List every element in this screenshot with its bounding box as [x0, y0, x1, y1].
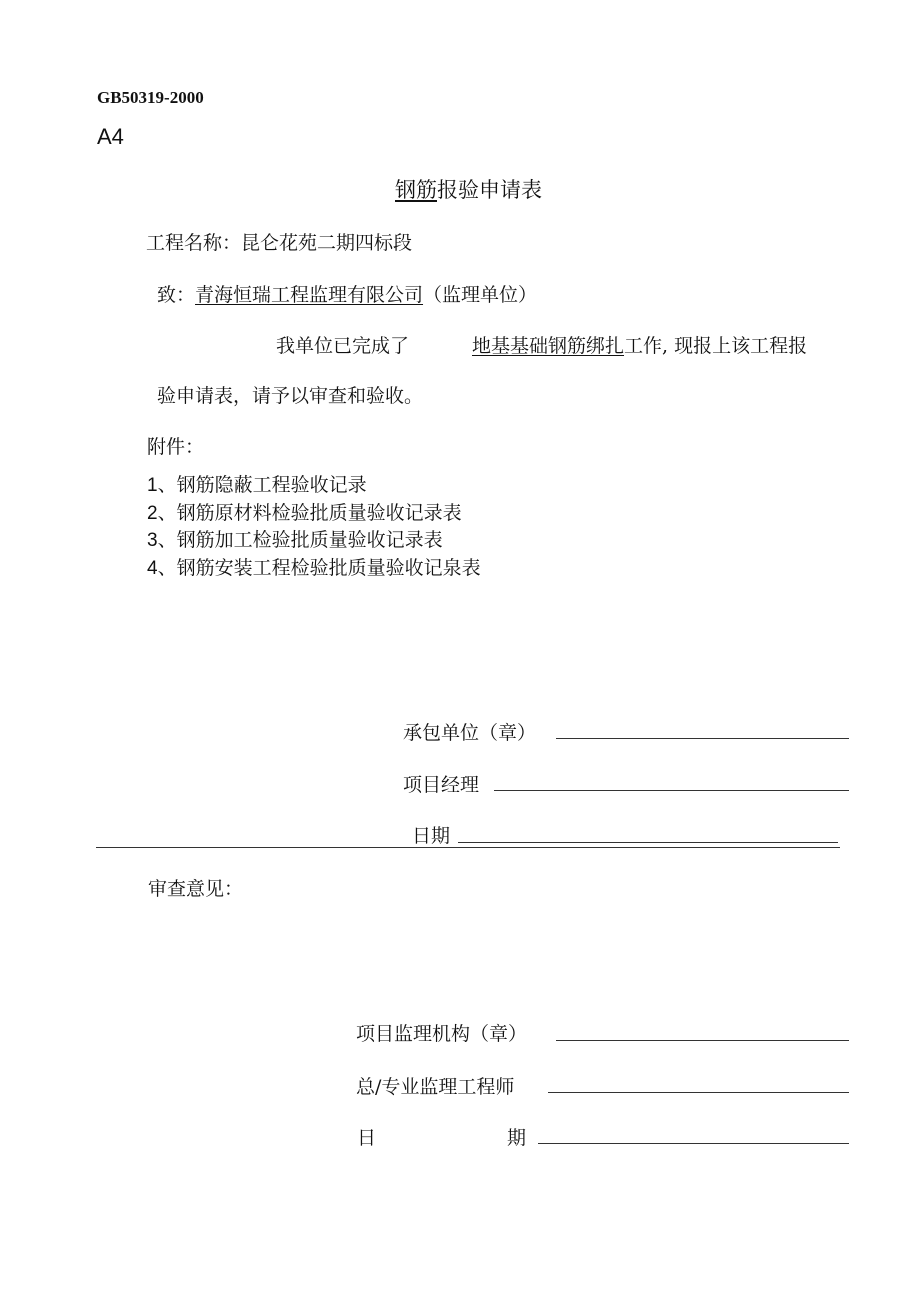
project-manager-field[interactable]: [494, 790, 849, 791]
form-title: [395, 174, 542, 204]
supervision-org-label: 项目监理机构（章）: [356, 1023, 528, 1045]
list-item-number: 2: [147, 502, 158, 524]
list-item-number: 3: [147, 530, 158, 551]
contractor-date-label: 日期: [412, 825, 451, 847]
body-work: 地基基础钢筋绑扎: [472, 335, 625, 357]
list-item: [147, 500, 481, 528]
list-item-text: 、钢筋隐蔽工程验收记录: [157, 474, 367, 496]
title-rest: 报验申请表: [437, 178, 542, 202]
supervising-engineer-label: 总/专业监理工程师: [356, 1076, 515, 1098]
list-item-text: 、钢筋加工检验批质量验收记录表: [157, 529, 443, 551]
project-manager-label: 项目经理: [403, 774, 480, 796]
contractor-unit-field[interactable]: [556, 738, 849, 739]
review-date-char-2: 期: [507, 1127, 527, 1149]
supervising-engineer-field[interactable]: [548, 1092, 849, 1093]
standard-code: GB50319-2000: [97, 88, 204, 107]
project-name-label: 工程名称：: [146, 232, 242, 254]
body-intro: 我单位已完成了: [276, 335, 410, 357]
review-date-field[interactable]: [538, 1143, 849, 1144]
addressee-suffix: （监理单位）: [423, 284, 538, 306]
list-item-text: 、钢筋原材料检验批质量验收记录表: [157, 501, 462, 524]
body-after: 工作, 现报上该工程报: [624, 335, 808, 357]
list-item-text: 、钢筋安装工程检验批质量验收记泉表: [157, 556, 481, 579]
list-item: [147, 527, 481, 555]
review-date-char-1: 日: [357, 1127, 377, 1149]
contractor-unit-label: 承包单位（章）: [403, 722, 537, 744]
list-item: [147, 555, 481, 583]
title-underlined: 钢筋: [395, 178, 437, 202]
addressee-row: [157, 280, 537, 307]
addressee-label: 致：: [157, 284, 196, 306]
list-item-number: 4: [147, 557, 158, 579]
form-code: A4: [97, 124, 124, 149]
project-name-value: 昆仑花苑二期四标段: [241, 232, 413, 254]
addressee-value: 青海恒瑞工程监理有限公司: [195, 284, 424, 306]
contractor-date-field[interactable]: [458, 842, 838, 843]
list-item: [147, 472, 481, 500]
list-item-number: 1: [147, 475, 158, 496]
body-line2: 验申请表，请予以审查和验收。: [157, 385, 424, 407]
project-name-row: [146, 228, 412, 255]
body-line1: [472, 331, 807, 358]
section-divider: [96, 847, 840, 848]
attachments-list: [147, 472, 481, 582]
review-label: 审查意见：: [148, 878, 244, 900]
attachments-label: 附件：: [147, 436, 205, 458]
supervision-org-field[interactable]: [556, 1040, 849, 1041]
